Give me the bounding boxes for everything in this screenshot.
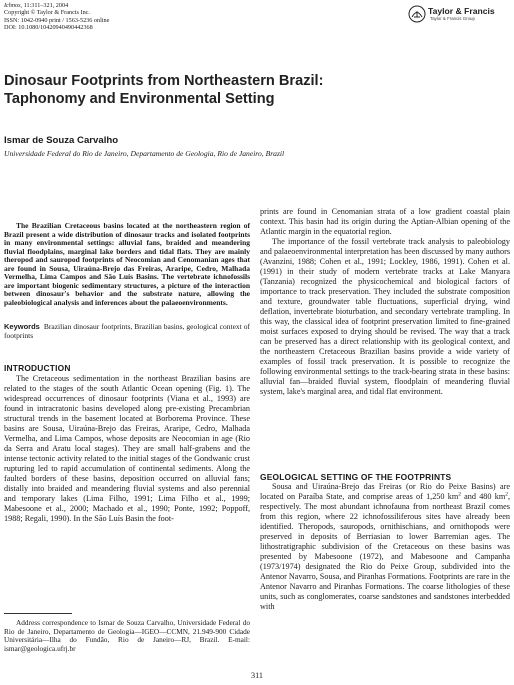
abstract: The Brazilian Cretaceous basins located at the northeastern region of Brazil present a wide distribution of dinosaur tracks and isolated footprints in many environmental settings: alluvial fans, braided and meandering fluvial floodplains, marginal lake borders and tidal flats. They are mainly theropod and sauropod footprints of Neocomian and Cenomanian ages that are found in Sousa, Uiraúna-Brejo das Freiras, Araripe, Cedro, Malhada Vermelha, Lima Campos and São Luís Basins. The vertebrate ichnofossils are important biogenic sedimentary structures, a picture of the interaction between dinosaur's behavior and the substrate nature, allowing the paleobiological analysis and inferences about the palaeoenvironments. [4, 221, 250, 307]
doi-line: DOI: 10.1080/10420940490442368 [4, 24, 93, 32]
right-column-text [260, 207, 510, 397]
introduction-paragraph: The Cretaceous sedimentation in the northeast Brazilian basins are related to the stages of the south Atlantic Ocean opening (Fig. 1). The widespread occurrences of dinosaur footprints (Viana et al., 1993) are found in intracratonic basins developed along pre-existing Precambrian structural trends in the basement located at Borborema Province. These basins are Sousa, Uiraúna-Brejo das Freiras, Araripe, Cedro, Malhada Vermelha, and Lima Campos, whose deposits are Neocomian in age (Rio da Serra and Aratu local stages). They are small half-grabens and the intense tectonic activity related to the initial stages of the Gondwanic crust rupturing led to rapid accumulation of continental sediments. Along the faulted borders of these basins, deposition occurred on alluvial fans; distally into braided and meandering fluvial systems and also perennial and temporary lakes (Lima Filho, 1991; Lima Filho et al., 1999; Mabesoone et al., 2000; Machado et al., 1990; Ponte, 1992; Poppoff, 1988; Regali, 1990). In the São Luís Basin the foot- [4, 374, 250, 523]
right-paragraph-1: prints are found in Cenomanian strata of a low gradient coastal plain context. This basin had its origin during the Aptian-Albian opening of the Atlantic margin in the equatorial region. [260, 207, 510, 236]
right-paragraph-2: The importance of the fossil vertebrate track analysis to paleobiology and palaeoenvironmental interpretation has been discussed by many authors (Avanzini, 1988; Cohen et al., 1991; Lockley, 1986, 1991). Cohen et al. (1991) in their study of modern vertebrate tracks at Lake Manyara (Tanzania) recognized the physicochemical and biological factors of importance to track preservation. They included the substrate composition and texture, groundwater table fluctuations, superficial drying, wind deflation, invertebrate bioturbation, and secondary vertebrate trampling. In this way, the classical idea of footprint preservation limited to fine-grained moist surfaces exposed to drying should be revised. The way that a track can be preserved has a direct relationship with its geological context, and the northeastern Cretaceous Brazilian basins provide a wide variety of examples of fossil track preservation. It is possible to recognize the following environmental settings to the track-bearing strata in these basins: alluvial fan—braided fluvial system, floodplain of meandering fluvial system, lake's marginal area, and tidal flat environment. [260, 237, 510, 396]
page-number: 311 [251, 671, 263, 680]
title-line-1: Dinosaur Footprints from Northeastern Brazil: [4, 73, 324, 89]
issn-line: ISSN: 1042-0940 print / 1563-5236 online [4, 16, 110, 24]
geo-sup-2: 2 [505, 491, 508, 498]
geo-text-b: and 480 km [460, 492, 506, 501]
correspondence-footnote: Address correspondence to Ismar de Souza Carvalho, Universidade Federal do Rio de Janeiro, Departamento de Geologia—IGEO—CCMN, 21.949-900 Cidade Universitária—Ilha do Fundão, Rio de Janeiro—RJ, Brazil. E-mail: ismar@geologica.ufrj.br [4, 618, 250, 653]
geo-text-c: , respectively. The most abundant ichnofauna from northeast Brazil comes from this region, where 22 ichnofossiliferous sites have already been identified. Theropods, sauropods, ornithischians, and ornithopods were preserved in deposits of Berriasian to lower Barremian ages. The lithostratigraphic subdivision of the Cretaceous on these basins was presented by Mabesoone (1972), and Mabesoone and Campanha (1973/1974) designated the Rio do Peixe Group, subdivided into the Antenor Navarro, Sousa, and Piranhas Formations. Footprints are rare in the Antenor Navarro and Piranhas Formations. The coarse lithologies of these units, such as conglomerates, coarse sandstones and sandstones interbedded with [260, 492, 510, 611]
publisher-logo [408, 3, 508, 27]
footnote-divider [4, 613, 72, 614]
keywords-text: Brazilian dinosaur footprints, Brazilian basins, geological context of footprints [4, 322, 251, 340]
copyright-line: Copyright © Taylor & Francis Inc. [4, 9, 90, 17]
geological-setting-paragraph [260, 482, 510, 612]
introduction-heading: INTRODUCTION [4, 363, 71, 373]
title-line-2: Taphonomy and Environmental Setting [4, 91, 275, 107]
article-title [4, 72, 504, 108]
journal-header [4, 2, 109, 32]
geo-sup-1: 2 [458, 491, 461, 498]
publisher-name: Taylor & Francis [428, 6, 495, 16]
publisher-group: Taylor & Francis Group [430, 16, 475, 21]
geological-setting-heading: GEOLOGICAL SETTING OF THE FOOTPRINTS [260, 472, 452, 482]
author-name: Ismar de Souza Carvalho [4, 135, 119, 146]
keywords [4, 322, 250, 340]
author-affiliation: Universidade Federal do Rio de Janeiro, Departamento de Geologia, Rio de Janeiro, Brazil [4, 149, 285, 158]
keywords-label: Keywords [4, 322, 40, 331]
journal-volume: , 11:311–321, 2004 [20, 2, 69, 9]
geo-text-a: Sousa and Uiraúna-Brejo das Freiras (or Rio do Peixe Basins) are located on Paraíba State, and comprise areas of 1,250 km [260, 482, 510, 501]
publisher-emblem-icon [408, 5, 426, 23]
journal-name: Ichnos [4, 2, 21, 9]
